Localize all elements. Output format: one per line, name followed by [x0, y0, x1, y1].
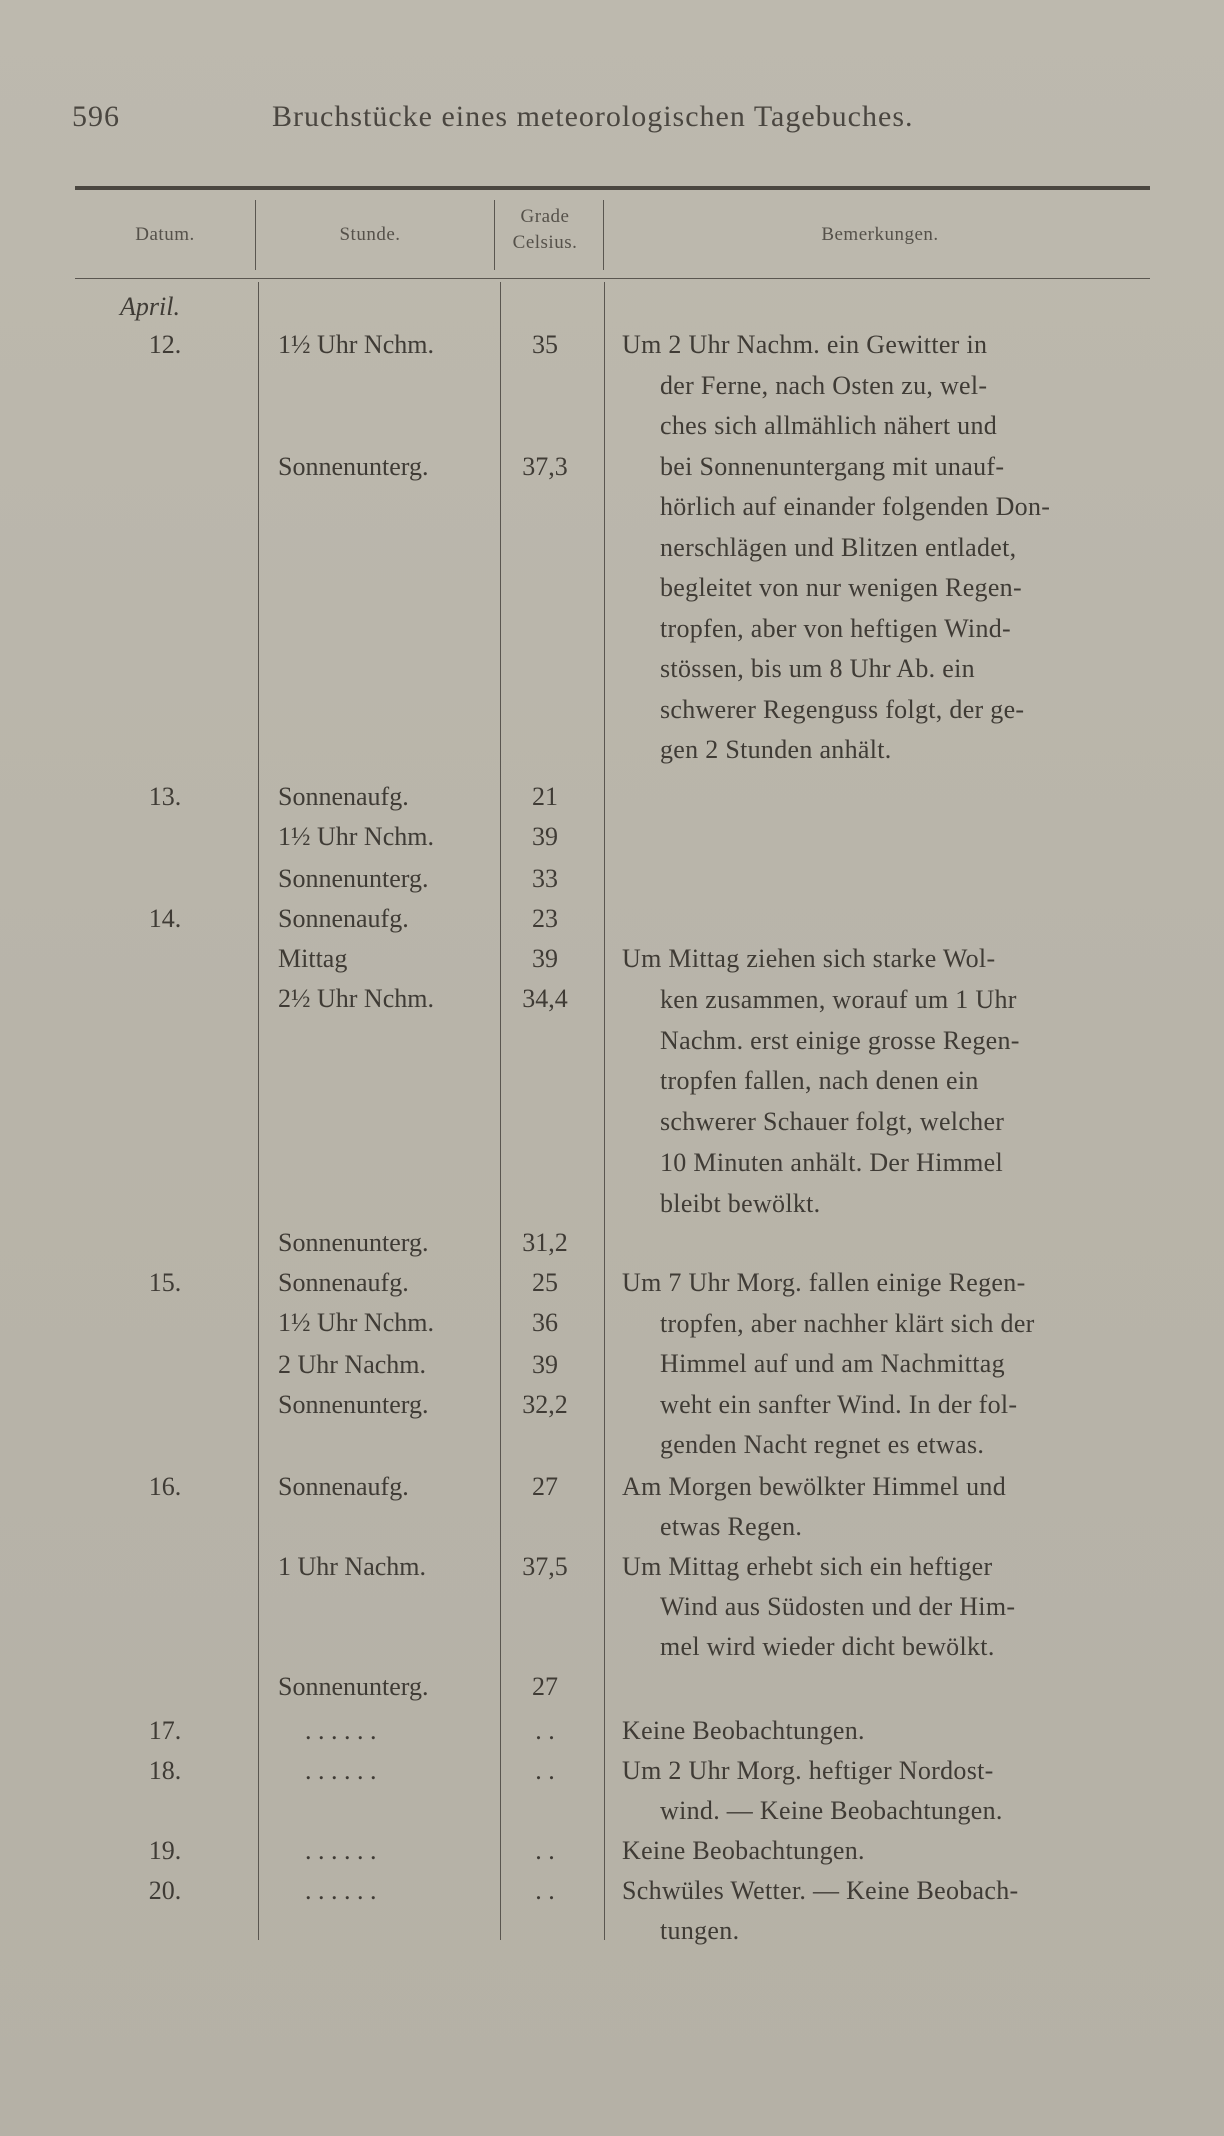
- deg-cell: . .: [535, 1756, 555, 1785]
- date-cell: 17.: [148, 1716, 182, 1745]
- col-divider-1: [258, 282, 259, 1940]
- running-title: Bruchstücke eines meteorologischen Tagebuches.: [272, 100, 914, 133]
- remark-line: tungen.: [660, 1916, 740, 1945]
- time-cell: 1½ Uhr Nchm.: [278, 330, 434, 359]
- remark-line: Um Mittag ziehen sich starke Wol-: [622, 944, 996, 973]
- table-top-rule: [75, 186, 1150, 190]
- time-cell: Sonnenunterg.: [278, 452, 429, 481]
- deg-cell: . .: [535, 1836, 555, 1865]
- month-label: April.: [120, 292, 180, 321]
- remark-line: Um 2 Uhr Nachm. ein Gewitter in: [622, 330, 988, 359]
- col-head-date: Datum.: [135, 224, 195, 245]
- deg-cell: 25: [532, 1268, 558, 1297]
- deg-cell: 37,5: [522, 1552, 568, 1581]
- date-cell: 18.: [148, 1756, 182, 1785]
- time-cell: 1½ Uhr Nchm.: [278, 822, 434, 851]
- time-cell: Sonnenaufg.: [278, 904, 409, 933]
- time-cell: Sonnenunterg.: [278, 1228, 429, 1257]
- deg-cell: 39: [532, 1350, 558, 1379]
- remark-line: ches sich allmählich nähert und: [660, 411, 998, 440]
- col-head-deg-2: Celsius.: [512, 232, 578, 253]
- remark-line: tropfen fallen, nach denen ein: [660, 1066, 979, 1096]
- deg-cell: 37,3: [522, 452, 568, 481]
- remark-line: Nachm. erst einige grosse Regen-: [660, 1025, 1020, 1055]
- deg-cell: 36: [532, 1308, 558, 1337]
- deg-cell: 35: [532, 330, 558, 359]
- col-head-time: Stunde.: [339, 224, 401, 245]
- remark-line: Keine Beobachtungen.: [622, 1836, 865, 1865]
- remark-line: tropfen, aber von heftigen Wind-: [660, 613, 1012, 643]
- time-cell: 1 Uhr Nachm.: [278, 1552, 427, 1581]
- remark-line: Am Morgen bewölkter Himmel und: [622, 1472, 1007, 1501]
- col-divider-3: [604, 282, 605, 1940]
- time-cell: Sonnenunterg.: [278, 864, 429, 893]
- remark-line: etwas Regen.: [660, 1512, 803, 1541]
- deg-cell: 27: [532, 1672, 558, 1701]
- time-cell: 2 Uhr Nachm.: [278, 1350, 427, 1379]
- remark-line: Um 7 Uhr Morg. fallen einige Regen-: [622, 1268, 1026, 1297]
- deg-cell: . .: [535, 1716, 555, 1745]
- deg-cell: 23: [532, 904, 558, 933]
- remark-line: mel wird wieder dicht bewölkt.: [660, 1632, 995, 1661]
- remark-line: Um Mittag erhebt sich ein heftiger: [622, 1552, 993, 1581]
- remark-line: Keine Beobachtungen.: [622, 1716, 865, 1745]
- time-cell: . . . . . .: [305, 1756, 377, 1785]
- remark-line: bleibt bewölkt.: [660, 1188, 821, 1218]
- remark-line: nerschlägen und Blitzen entladet,: [660, 532, 1017, 562]
- remark-line: Wind aus Südosten und der Him-: [660, 1592, 1016, 1621]
- deg-cell: . .: [535, 1876, 555, 1905]
- date-cell: 20.: [148, 1876, 182, 1905]
- time-cell: Sonnenaufg.: [278, 1472, 409, 1501]
- deg-cell: 21: [532, 782, 558, 811]
- remark-line: stössen, bis um 8 Uhr Ab. ein: [660, 654, 975, 683]
- time-cell: . . . . . .: [305, 1836, 377, 1865]
- page-number: 596: [72, 100, 120, 133]
- deg-cell: 32,2: [522, 1390, 568, 1419]
- head-divider-2: [494, 200, 495, 270]
- table-head-rule: [75, 278, 1150, 279]
- remark-line: weht ein sanfter Wind. In der fol-: [660, 1389, 1018, 1419]
- time-cell: 2½ Uhr Nchm.: [278, 984, 434, 1013]
- deg-cell: 27: [532, 1472, 558, 1501]
- running-header: [72, 100, 1152, 140]
- head-divider-3: [603, 200, 604, 270]
- remark-line: wind. — Keine Beobachtungen.: [660, 1796, 1003, 1825]
- remark-line: hörlich auf einander folgenden Don-: [660, 492, 1051, 521]
- date-cell: 14.: [148, 904, 182, 933]
- remark-line: genden Nacht regnet es etwas.: [660, 1430, 985, 1459]
- date-cell: 13.: [148, 782, 182, 811]
- remark-line: der Ferne, nach Osten zu, wel-: [660, 370, 988, 400]
- date-cell: 12.: [148, 330, 182, 359]
- deg-cell: 39: [532, 944, 558, 973]
- date-cell: 19.: [148, 1836, 182, 1865]
- date-cell: 16.: [148, 1472, 182, 1501]
- col-head-remarks: Bemerkungen.: [821, 224, 939, 245]
- remark-line: begleitet von nur wenigen Regen-: [660, 573, 1022, 602]
- remark-line: Schwüles Wetter. — Keine Beobach-: [622, 1876, 1019, 1905]
- time-cell: . . . . . .: [305, 1716, 377, 1745]
- remark-line: schwerer Regenguss folgt, der ge-: [660, 694, 1025, 724]
- deg-cell: 33: [532, 864, 558, 893]
- date-cell: 15.: [148, 1268, 182, 1297]
- time-cell: Sonnenunterg.: [278, 1672, 429, 1701]
- col-head-deg-1: Grade: [520, 206, 570, 227]
- head-divider-1: [255, 200, 256, 270]
- remark-line: ken zusammen, worauf um 1 Uhr: [660, 984, 1017, 1014]
- time-cell: Mittag: [278, 944, 348, 973]
- remark-line: 10 Minuten anhält. Der Himmel: [660, 1148, 1004, 1177]
- deg-cell: 31,2: [522, 1228, 568, 1257]
- time-cell: 1½ Uhr Nchm.: [278, 1308, 434, 1337]
- time-cell: Sonnenunterg.: [278, 1390, 429, 1419]
- remark-line: gen 2 Stunden anhält.: [660, 735, 892, 764]
- remark-line: tropfen, aber nachher klärt sich der: [660, 1308, 1035, 1338]
- time-cell: Sonnenaufg.: [278, 782, 409, 811]
- time-cell: Sonnenaufg.: [278, 1268, 409, 1297]
- remark-line: bei Sonnenuntergang mit unauf-: [660, 451, 1005, 481]
- remark-line: Himmel auf und am Nachmittag: [660, 1349, 1005, 1378]
- deg-cell: 39: [532, 822, 558, 851]
- remark-line: Um 2 Uhr Morg. heftiger Nordost-: [622, 1756, 994, 1785]
- remark-line: schwerer Schauer folgt, welcher: [660, 1107, 1005, 1137]
- time-cell: . . . . . .: [305, 1876, 377, 1905]
- deg-cell: 34,4: [522, 984, 568, 1013]
